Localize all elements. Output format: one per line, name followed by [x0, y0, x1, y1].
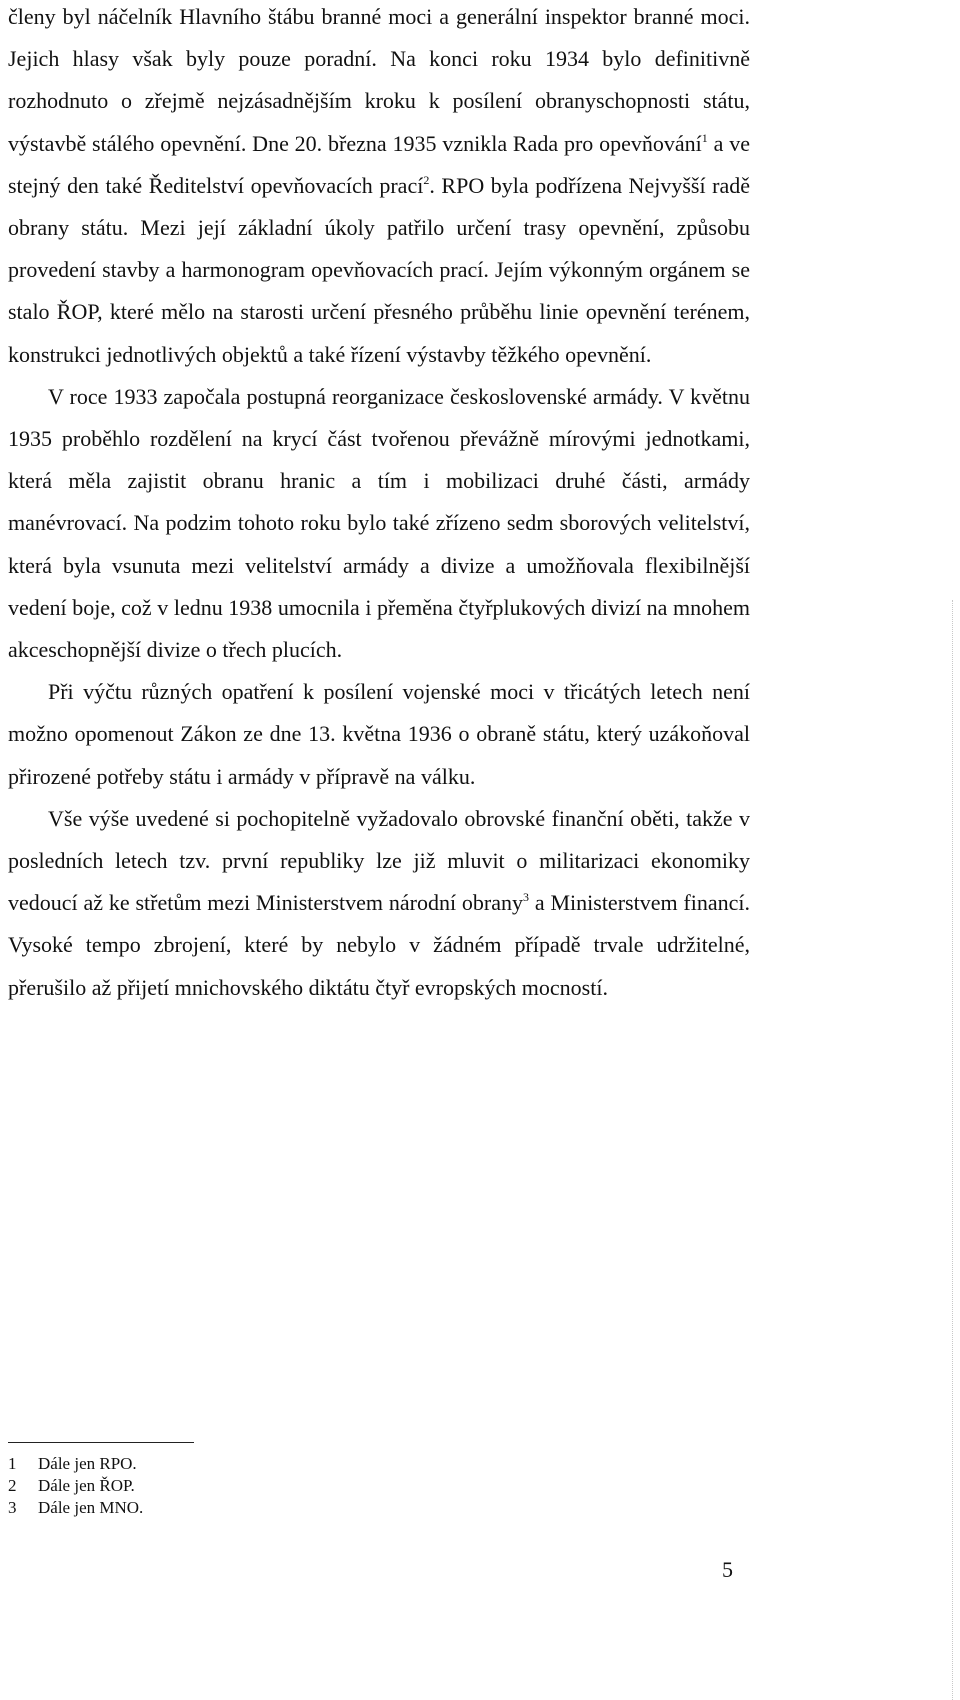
footnote-item [8, 1453, 143, 1475]
paragraph [8, 376, 750, 671]
footnote-marker: 1 [701, 130, 708, 145]
text-run: V roce 1933 započala postupná reorganizace československé armády. V květnu 1935 proběhlo rozdělení na krycí část tvořenou převážně mírovými jednotkami, která měla zajistit obranu hranic a tím i mobilizaci druhé části, armády manévrovací. Na podzim tohoto roku bylo také zřízeno sedm sborových velitelství, která byla vsunuta mezi velitelství armády a divize a umožňovala flexibilnější vedení boje, což v lednu 1938 umocnila i přeměna čtyřplukových divizí na mnohem akceschopnější divize o třech plucích. [8, 383, 750, 663]
footnote-item [8, 1497, 143, 1519]
text-run: členy byl náčelník Hlavního štábu branné moci a generální inspektor branné moci. Jejich hlasy však byly pouze poradní. Na konci roku 1934 bylo definitivně rozhodnuto o zřejmě nejzásadnějším kroku k posílení obranyschopnosti státu, výstavbě stálého opevnění. Dne 20. března 1935 vznikla Rada pro opevňování [8, 4, 750, 156]
footnotes [8, 1453, 143, 1519]
text-run: a Ministerstvem financí. Vysoké tempo zbrojení, které by nebylo v žádném případě trvale udržitelné, přerušilo až přijetí mnichovského diktátu čtyř evropských mocností. [8, 890, 751, 1000]
body-text [8, 0, 750, 1009]
footnote-separator [8, 1442, 194, 1443]
footnote-text: Dále jen ŘOP. [38, 1476, 135, 1495]
footnote-item [8, 1475, 143, 1497]
scan-edge-line [952, 600, 953, 1700]
text-run: Vše výše uvedené si pochopitelně vyžadovalo obrovské finanční oběti, takže v posledních letech tzv. první republiky lze již mluvit o militarizaci ekonomiky vedoucí až ke střetům mezi Ministerstvem národní obrany [8, 805, 750, 916]
footnote-number: 3 [8, 1498, 17, 1517]
footnote-marker: 3 [523, 890, 530, 905]
footnote-text: Dále jen MNO. [38, 1498, 144, 1517]
page-number: 5 [722, 1557, 733, 1582]
footnote-number: 1 [8, 1454, 17, 1473]
paragraph [8, 0, 750, 376]
footnote-number: 2 [8, 1476, 17, 1495]
paragraph [8, 671, 750, 798]
text-run: Při výčtu různých opatření k posílení vojenské moci v třicátých letech není možno opomenout Zákon ze dne 13. května 1936 o obraně státu, který uzákoňoval přirozené potřeby státu i armády v přípravě na válku. [8, 679, 750, 789]
paragraph [8, 798, 750, 1009]
footnote-marker: 2 [423, 172, 430, 187]
footnote-text: Dále jen RPO. [38, 1454, 137, 1473]
text-run: . RPO byla podřízena Nejvyšší radě obrany státu. Mezi její základní úkoly patřilo určení trasy opevnění, způsobu provedení stavby a harmonogram opevňovacích prací. Jejím výkonným orgánem se stalo ŘOP, které mělo na starosti určení přesného průběhu linie opevnění terénem, konstrukci jednotlivých objektů a také řízení výstavby těžkého opevnění. [8, 172, 750, 367]
text-run: a ve stejný den také Ředitelství opevňovacích prací [8, 130, 751, 198]
